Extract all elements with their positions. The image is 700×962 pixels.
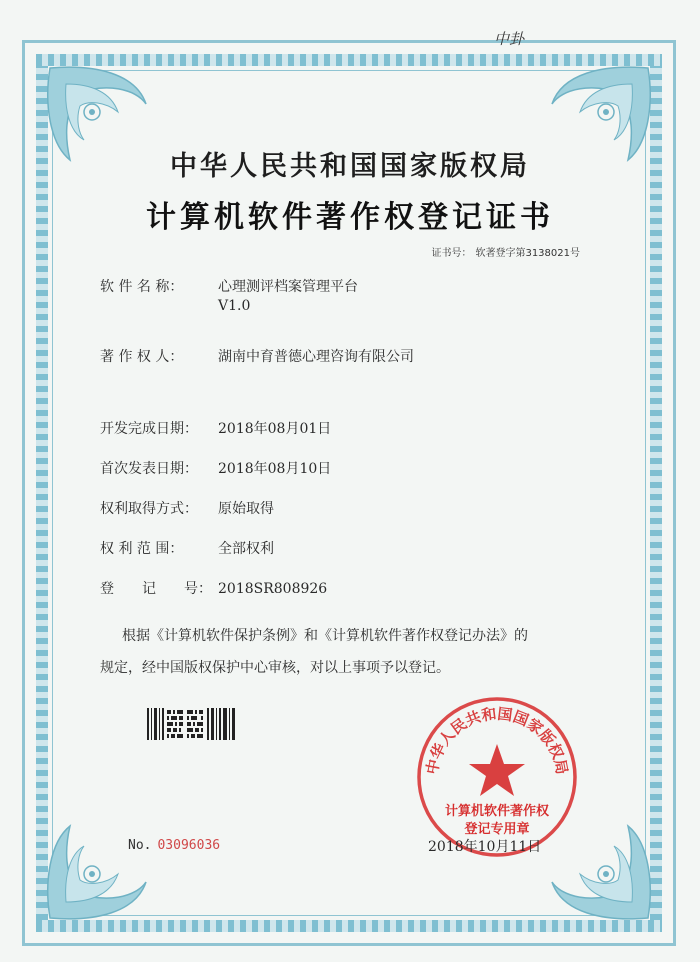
field-publish-date [100,458,331,478]
field-acquisition [100,498,274,518]
statement-text: 根据《计算机软件保护条例》和《计算机软件著作权登记办法》的 [122,628,528,644]
field-label: 开发完成日期： [100,421,198,437]
field-label: 权利取得方式： [100,501,198,517]
serial-label: No. [128,838,152,853]
statement-paragraph [100,620,620,684]
field-scope [100,538,274,558]
seal-line-1: 计算机软件著作权 [444,804,549,819]
corner-ornament-icon [36,812,156,932]
field-owner [100,346,414,366]
field-registration-number [100,578,327,598]
statement-line-2: 规定，经中国版权保护中心审核，对以上事项予以登记。 [100,660,450,676]
serial-value: 03096036 [157,838,221,853]
issuer-title: 中华人民共和国国家版权局 [170,151,530,182]
field-value: 原始取得 [218,501,274,517]
field-version: V1.0 [218,298,251,314]
statement-line-1 [100,620,620,652]
field-label: 著 作 权 人： [100,349,184,365]
field-label: 权 利 范 围： [100,541,184,557]
field-value: 湖南中育普德心理咨询有限公司 [218,349,414,365]
field-value: 心理测评档案管理平台 [218,279,358,295]
certificate-title: 计算机软件著作权登记证书 [146,200,554,235]
field-label: 软 件 名 称： [100,279,184,295]
field-label: 首次发表日期： [100,461,198,477]
seal-line-2: 登记专用章 [464,822,530,837]
issue-date: 2018年10月11日 [428,839,542,855]
certificate-number-label: 证书号： [431,248,472,259]
field-value: 2018SR808926 [218,581,328,597]
serial-number [128,838,220,853]
field-value: 2018年08月01日 [218,421,332,437]
handwritten-mark: 中卦 [494,30,525,48]
certificate-number [427,244,580,259]
field-value: 2018年08月10日 [218,461,332,477]
seal-arc-text: 中华人民共和国国家版权局 [422,704,572,776]
certificate-number-value: 软著登字第3138021号 [475,248,580,259]
field-completion-date [100,418,331,438]
field-value: 全部权利 [218,541,274,557]
qr-barcode-icon [147,708,237,740]
field-software-name [100,276,358,314]
field-label: 登 记 号： [100,581,212,597]
